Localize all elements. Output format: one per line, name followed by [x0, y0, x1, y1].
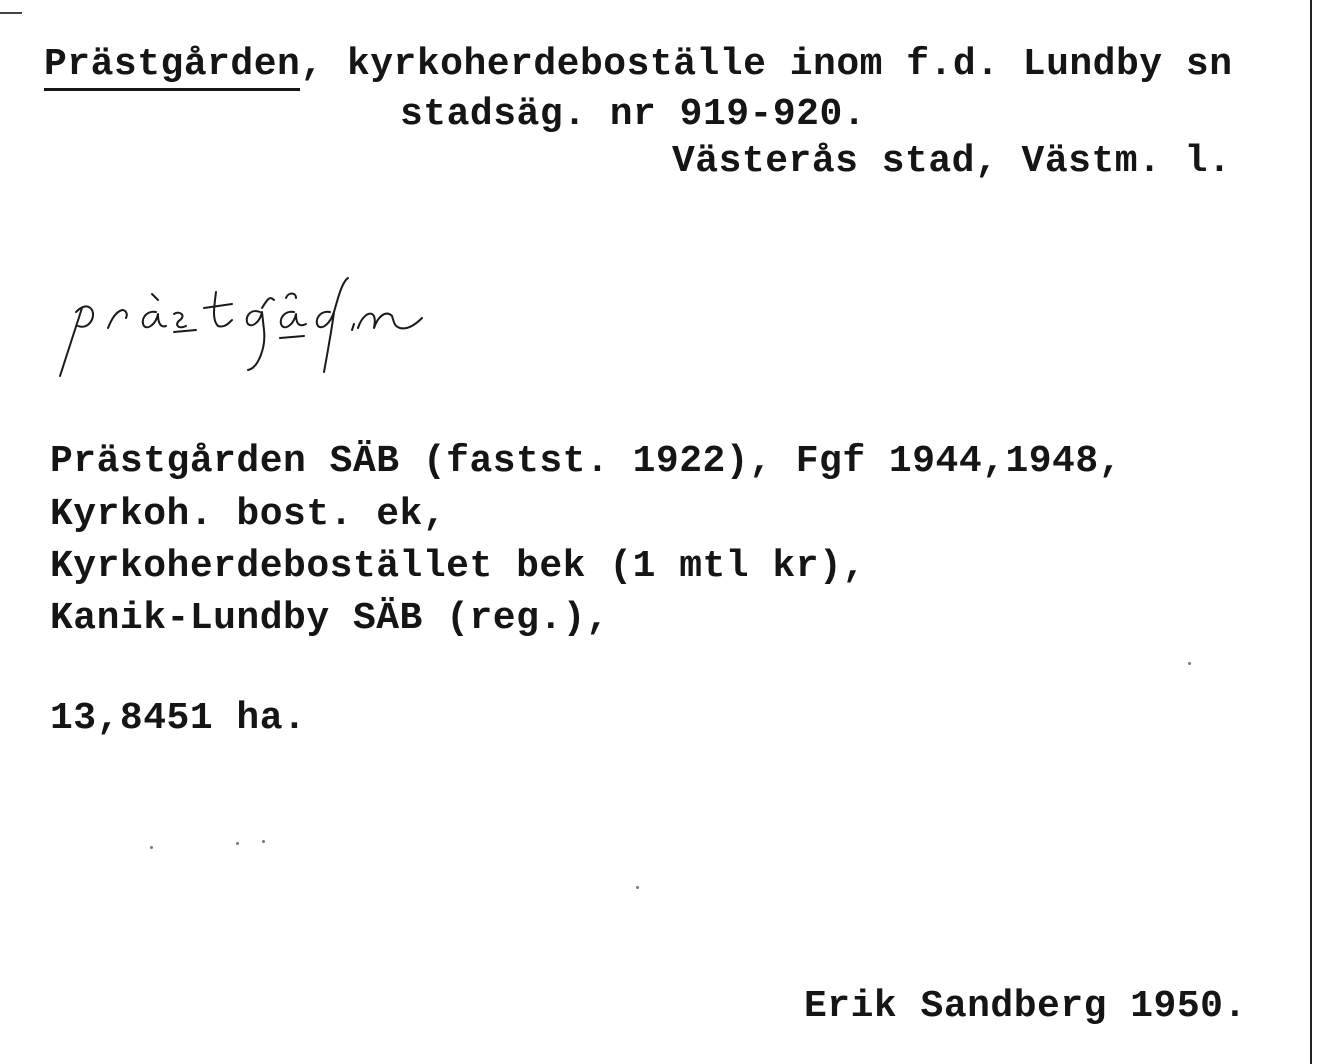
entry-line: Prästgården SÄB (fastst. 1922), Fgf 1944,1948,: [50, 440, 1122, 483]
card-right-edge: [1310, 0, 1312, 1064]
entry-line: Kyrkoherdebostället bek (1 mtl kr),: [50, 545, 866, 588]
heading-place-name: Prästgården: [44, 43, 300, 91]
entry-line: Kanik-Lundby SÄB (reg.),: [50, 597, 610, 640]
entry-line: Kyrkoh. bost. ek,: [50, 493, 447, 536]
handwritten-annotation: [48, 268, 518, 388]
heading-location: Västerås stad, Västm. l.: [672, 140, 1232, 183]
scan-speck: [150, 846, 153, 849]
scan-speck: [1188, 662, 1191, 665]
card-heading: [44, 43, 1233, 86]
scan-speck: [262, 840, 265, 843]
card-top-edge: [0, 12, 22, 14]
signature-line: Erik Sandberg 1950.: [804, 985, 1247, 1028]
scan-speck: [636, 886, 639, 889]
area-value: 13,8451 ha.: [50, 697, 307, 740]
heading-property-number: stadsäg. nr 919-920.: [400, 93, 867, 136]
scan-speck: [236, 842, 239, 845]
heading-description: , kyrkoherdeboställe inom f.d. Lundby sn: [300, 43, 1233, 86]
